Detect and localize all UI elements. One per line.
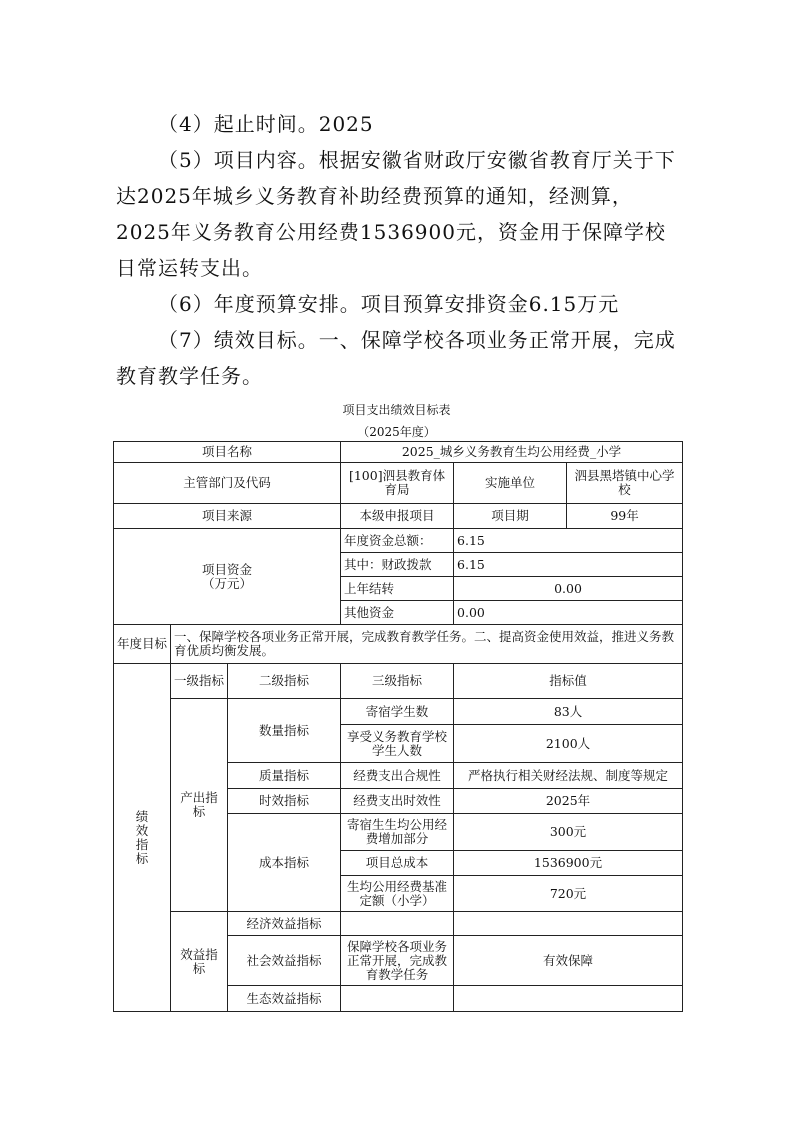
annual-goal-value: 一、保障学校各项业务正常开展，完成教育教学任务。二、提高资金使用效益，推进义务教育优质均衡发展。 xyxy=(171,625,683,664)
funds-row-label: 其他资金 xyxy=(341,601,454,625)
project-name-label: 项目名称 xyxy=(114,442,341,463)
performance-table xyxy=(113,441,683,1012)
indicator-name: 享受义务教育学校学生人数 xyxy=(341,725,454,763)
table-title: 项目支出绩效目标表 xyxy=(342,403,451,417)
funds-row-value: 6.15 xyxy=(454,553,683,577)
funds-row-value: 0.00 xyxy=(454,577,683,601)
indicator-name: 寄宿生生均公用经费增加部分 xyxy=(341,814,454,851)
indicator-value xyxy=(454,912,683,936)
indicator-value xyxy=(454,986,683,1012)
table-year: （2025年度） xyxy=(357,425,436,439)
indicator-name: 经费支出合规性 xyxy=(341,763,454,789)
source-value: 本级申报项目 xyxy=(341,504,454,529)
perf-label: 绩效指标 xyxy=(114,664,171,1012)
impl-value: 泗县黑塔镇中心学校 xyxy=(567,463,683,504)
social-label: 社会效益指标 xyxy=(228,936,341,986)
output-label: 产出指标 xyxy=(171,699,228,912)
paragraph-project-content: （5）项目内容。根据安徽省财政厅安徽省教育厅关于下达2025年城乡义务教育补助经费预算的通知，经测算，2025年义务教育公用经费1536900元，资金用于保障学校日常运转支出。 xyxy=(116,148,676,280)
indicator-name: 生均公用经费基准定额（小学） xyxy=(341,876,454,912)
econ-label: 经济效益指标 xyxy=(228,912,341,936)
funds-row-label: 年度资金总额： xyxy=(341,529,454,553)
dept-value: [100]泗县教育体育局 xyxy=(341,463,454,504)
period-label: 项目期 xyxy=(454,504,567,529)
indicator-value: 2100人 xyxy=(454,725,683,763)
time-label: 时效指标 xyxy=(228,789,341,814)
indicator-name xyxy=(341,912,454,936)
period-value: 99年 xyxy=(567,504,683,529)
indicator-name xyxy=(341,986,454,1012)
benefit-label: 效益指标 xyxy=(171,912,228,1012)
funds-row-label: 上年结转 xyxy=(341,577,454,601)
indicator-name: 项目总成本 xyxy=(341,851,454,876)
indicator-value: 有效保障 xyxy=(454,936,683,986)
funds-row-value: 0.00 xyxy=(454,601,683,625)
indicator-name: 保障学校各项业务正常开展，完成教育教学任务 xyxy=(341,936,454,986)
indicator-name: 经费支出时效性 xyxy=(341,789,454,814)
header-level1: 一级指标 xyxy=(171,664,228,699)
funds-label: 项目资金 （万元） xyxy=(114,529,341,625)
indicator-value: 2025年 xyxy=(454,789,683,814)
impl-label: 实施单位 xyxy=(454,463,567,504)
paragraph-budget: （6）年度预算安排。项目预算安排资金6.15万元 xyxy=(158,292,620,316)
quality-label: 质量指标 xyxy=(228,763,341,789)
header-level3: 三级指标 xyxy=(341,664,454,699)
annual-goal-label: 年度目标 xyxy=(114,625,171,664)
source-label: 项目来源 xyxy=(114,504,341,529)
cost-label: 成本指标 xyxy=(228,814,341,912)
eco-label: 生态效益指标 xyxy=(228,986,341,1012)
header-level2: 二级指标 xyxy=(228,664,341,699)
project-name-value: 2025_城乡义务教育生均公用经费_小学 xyxy=(341,442,683,463)
header-value: 指标值 xyxy=(454,664,683,699)
dept-label: 主管部门及代码 xyxy=(114,463,341,504)
body-text xyxy=(116,106,686,394)
indicator-value: 83人 xyxy=(454,699,683,725)
indicator-value: 1536900元 xyxy=(454,851,683,876)
paragraph-goal: （7）绩效目标。一、保障学校各项业务正常开展，完成教育教学任务。 xyxy=(116,328,676,388)
indicator-value: 300元 xyxy=(454,814,683,851)
funds-row-value: 6.15 xyxy=(454,529,683,553)
quantity-label: 数量指标 xyxy=(228,699,341,763)
funds-row-label: 其中：财政拨款 xyxy=(341,553,454,577)
paragraph-start-time: （4）起止时间。2025 xyxy=(158,112,374,136)
indicator-value: 720元 xyxy=(454,876,683,912)
indicator-name: 寄宿学生数 xyxy=(341,699,454,725)
indicator-value: 严格执行相关财经法规、制度等规定 xyxy=(454,763,683,789)
